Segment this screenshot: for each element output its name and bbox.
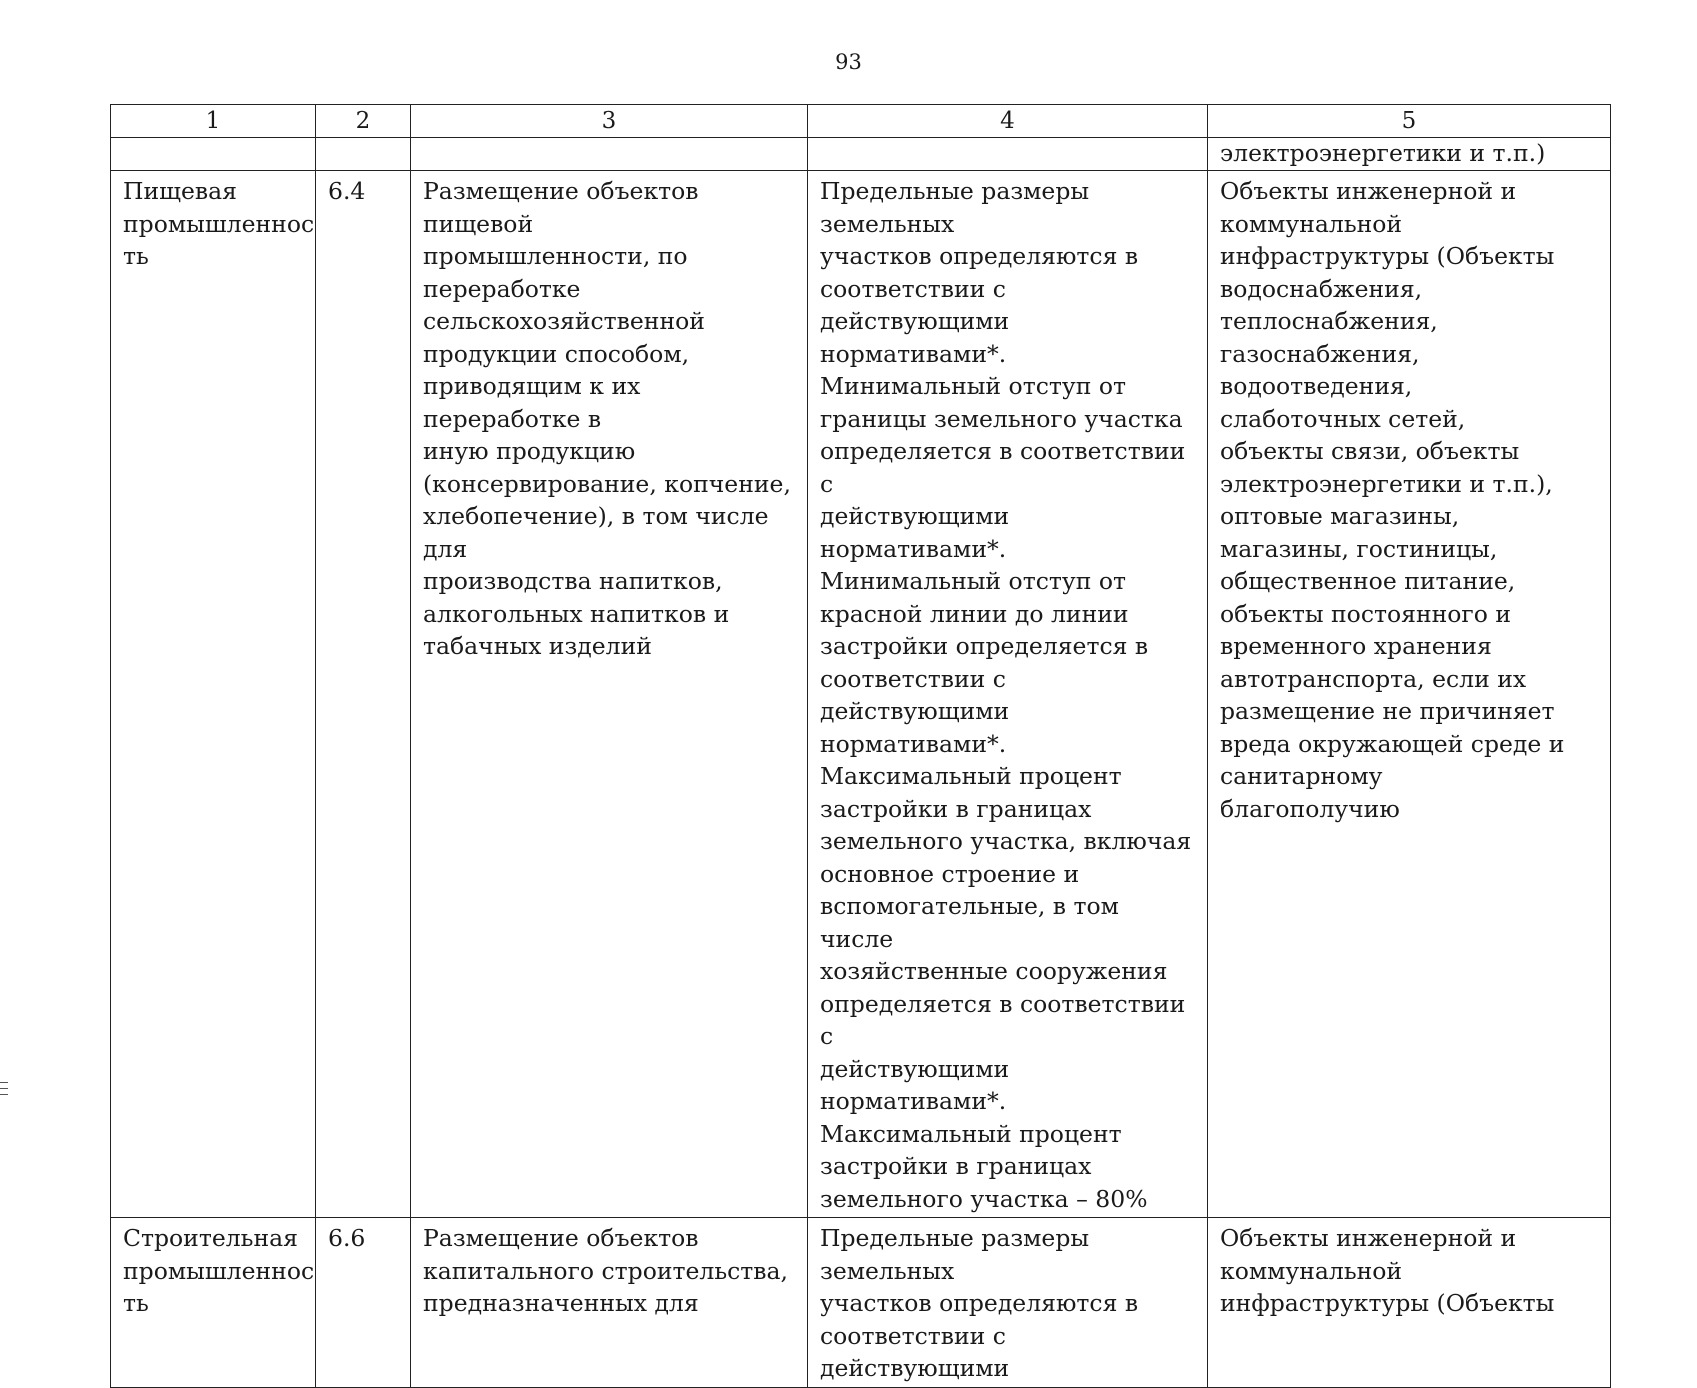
table-cell (111, 138, 316, 171)
header-cell: 4 (808, 105, 1208, 138)
header-cell: 5 (1208, 105, 1611, 138)
land-use-code: 6.6 (316, 1218, 411, 1388)
table-row (111, 1218, 1611, 1388)
table-cell: электроэнергетики и т.п.) (1208, 138, 1611, 171)
table-cell (411, 138, 808, 171)
land-use-description: Размещение объектов пищевой промышленности, по переработке сельскохозяйственной продукции способом, приводящим к их переработке в иную продукцию (консервирование, копчение, хлебопечение), в том числе для производства напитков, алкогольных напитков и табачных изделий (411, 171, 808, 1218)
page-number: 93 (835, 50, 862, 74)
header-cell: 2 (316, 105, 411, 138)
scan-edge-marks (0, 1082, 8, 1100)
land-use-description: Размещение объектов капитального строительства, предназначенных для (411, 1218, 808, 1388)
land-use-name: Пищевая промышленнос ть (111, 171, 316, 1218)
table-cell (808, 138, 1208, 171)
land-use-code: 6.4 (316, 171, 411, 1218)
land-use-parameters: Предельные размеры земельных участков определяются в соответствии с действующими (808, 1218, 1208, 1388)
table-row (111, 171, 1611, 1218)
header-cell: 1 (111, 105, 316, 138)
zoning-table (110, 104, 1611, 1388)
table-cell (316, 138, 411, 171)
land-use-auxiliary: Объекты инженерной и коммунальной инфраструктуры (Объекты (1208, 1218, 1611, 1388)
header-cell: 3 (411, 105, 808, 138)
land-use-auxiliary: Объекты инженерной и коммунальной инфраструктуры (Объекты водоснабжения, теплоснабжения, газоснабжения, водоотведения, слаботочных сетей, объекты связи, объекты электроэнергетики и т.п.), оптовые магазины, магазины, гостиницы, общественное питание, объекты постоянного и временного хранения автотранспорта, если их размещение не причиняет вреда окружающей среде и санитарному благополучию (1208, 171, 1611, 1218)
table-header-row (111, 105, 1611, 138)
continuation-row (111, 138, 1611, 171)
land-use-name: Строительная промышленнос ть (111, 1218, 316, 1388)
land-use-parameters: Предельные размеры земельных участков определяются в соответствии с действующими нормативами*. Минимальный отступ от границы земельного участка определяется в соответствии с действующими нормативами*. Минимальный отступ от красной линии до линии застройки определяется в соответствии с действующими нормативами*. Максимальный процент застройки в границах земельного участка, включая основное строение и вспомогательные, в том числе хозяйственные сооружения определяется в соответствии с действующими нормативами*. Максимальный процент застройки в границах земельного участка – 80% (808, 171, 1208, 1218)
